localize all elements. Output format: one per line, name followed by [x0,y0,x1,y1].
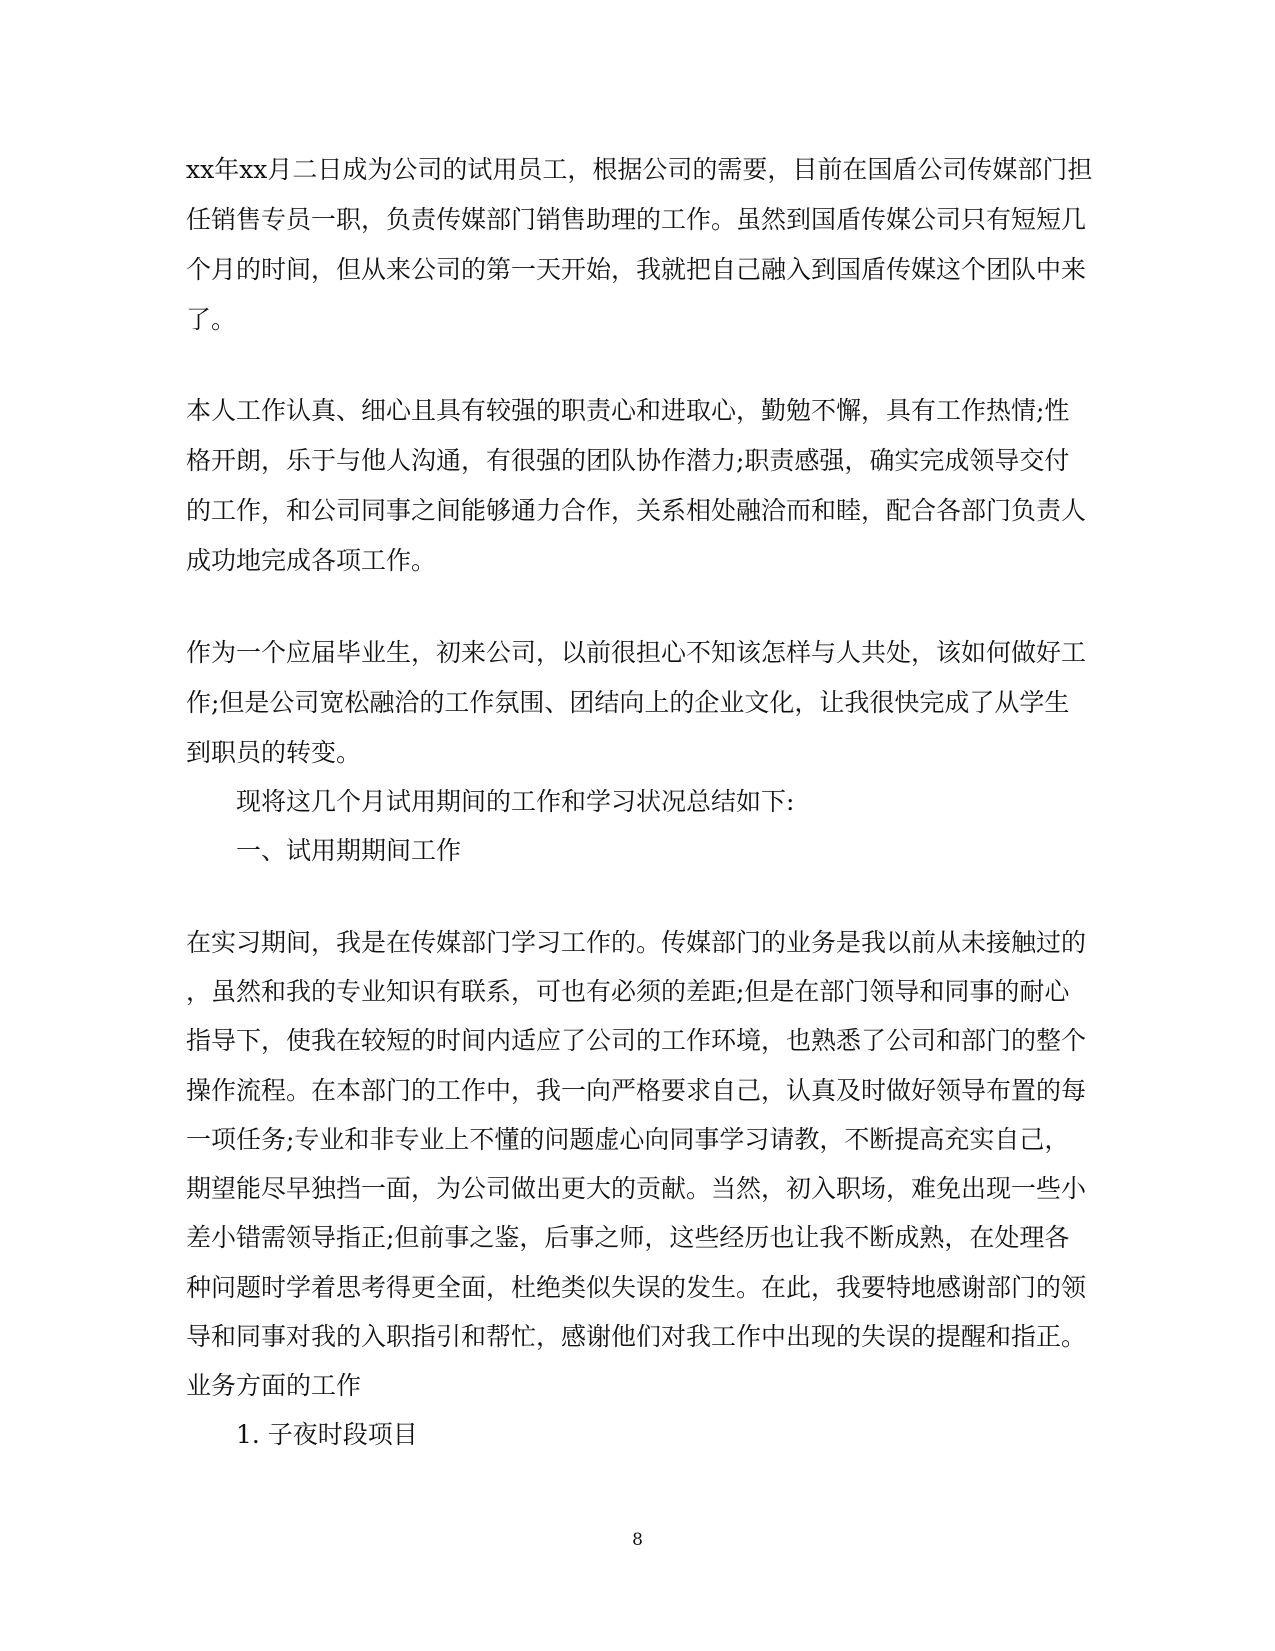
text-line: 导和同事对我的入职指引和帮忙，感谢他们对我工作中出现的失误的提醒和指正。 [186,1322,1087,1351]
text-line: ，虽然和我的专业知识有联系，可也有必须的差距;但是在部门领导和同事的耐心 [186,977,1070,1006]
text-line: 操作流程。在本部门的工作中，我一向严格要求自己，认真及时做好领导布置的每 [186,1076,1087,1105]
text-line: 成功地完成各项工作。 [186,546,437,575]
text-line: 指导下，使我在较短的时间内适应了公司的工作环境，也熟悉了公司和部门的整个 [186,1026,1087,1055]
section-heading: 一、试用期期间工作 [236,836,462,865]
text-line: 任销售专员一职，负责传媒部门销售助理的工作。虽然到国盾传媒公司只有短短几 [186,205,1087,234]
text-line: 了。 [186,305,237,334]
text-line: 差小错需领导指正;但前事之鉴，后事之师，这些经历也让我不断成熟，在处理各 [186,1223,1070,1252]
text-line: 到职员的转变。 [186,738,362,767]
text-line: 本人工作认真、细心且具有较强的职责心和进取心，勤勉不懈，具有工作热情;性 [186,396,1070,425]
text-line: 作;但是公司宽松融洽的工作氛围、团结向上的企业文化，让我很快完成了从学生 [186,688,1070,717]
text-line: xx年xx月二日成为公司的试用员工，根据公司的需要，目前在国盾公司传媒部门担 [186,155,1093,184]
text-line: 一项任务;专业和非专业上不懂的问题虚心向同事学习请教，不断提高充实自己， [186,1125,1070,1154]
page-number: 8 [632,1530,643,1550]
text-line: 作为一个应届毕业生，初来公司，以前很担心不知该怎样与人共处，该如何做好工 [186,638,1087,667]
text-line: 在实习期间，我是在传媒部门学习工作的。传媒部门的业务是我以前从未接触过的 [186,928,1087,957]
text-line: 个月的时间，但从来公司的第一天开始，我就把自己融入到国盾传媒这个团队中来 [186,255,1087,284]
summary-intro: 现将这几个月试用期间的工作和学习状况总结如下: [236,787,795,816]
text-line: 期望能尽早独挡一面，为公司做出更大的贡献。当然，初入职场，难免出现一些小 [186,1174,1087,1203]
text-line: 业务方面的工作 [186,1371,362,1400]
text-line: 种问题时学着思考得更全面，杜绝类似失误的发生。在此，我要特地感谢部门的领 [186,1273,1087,1302]
text-line: 格开朗，乐于与他人沟通，有很强的团队协作潜力;职责感强，确实完成领导交付 [186,446,1070,475]
text-line: 的工作，和公司同事之间能够通力合作，关系相处融洽而和睦，配合各部门负责人 [186,496,1087,525]
list-item: 1. 子夜时段项目 [236,1420,418,1449]
